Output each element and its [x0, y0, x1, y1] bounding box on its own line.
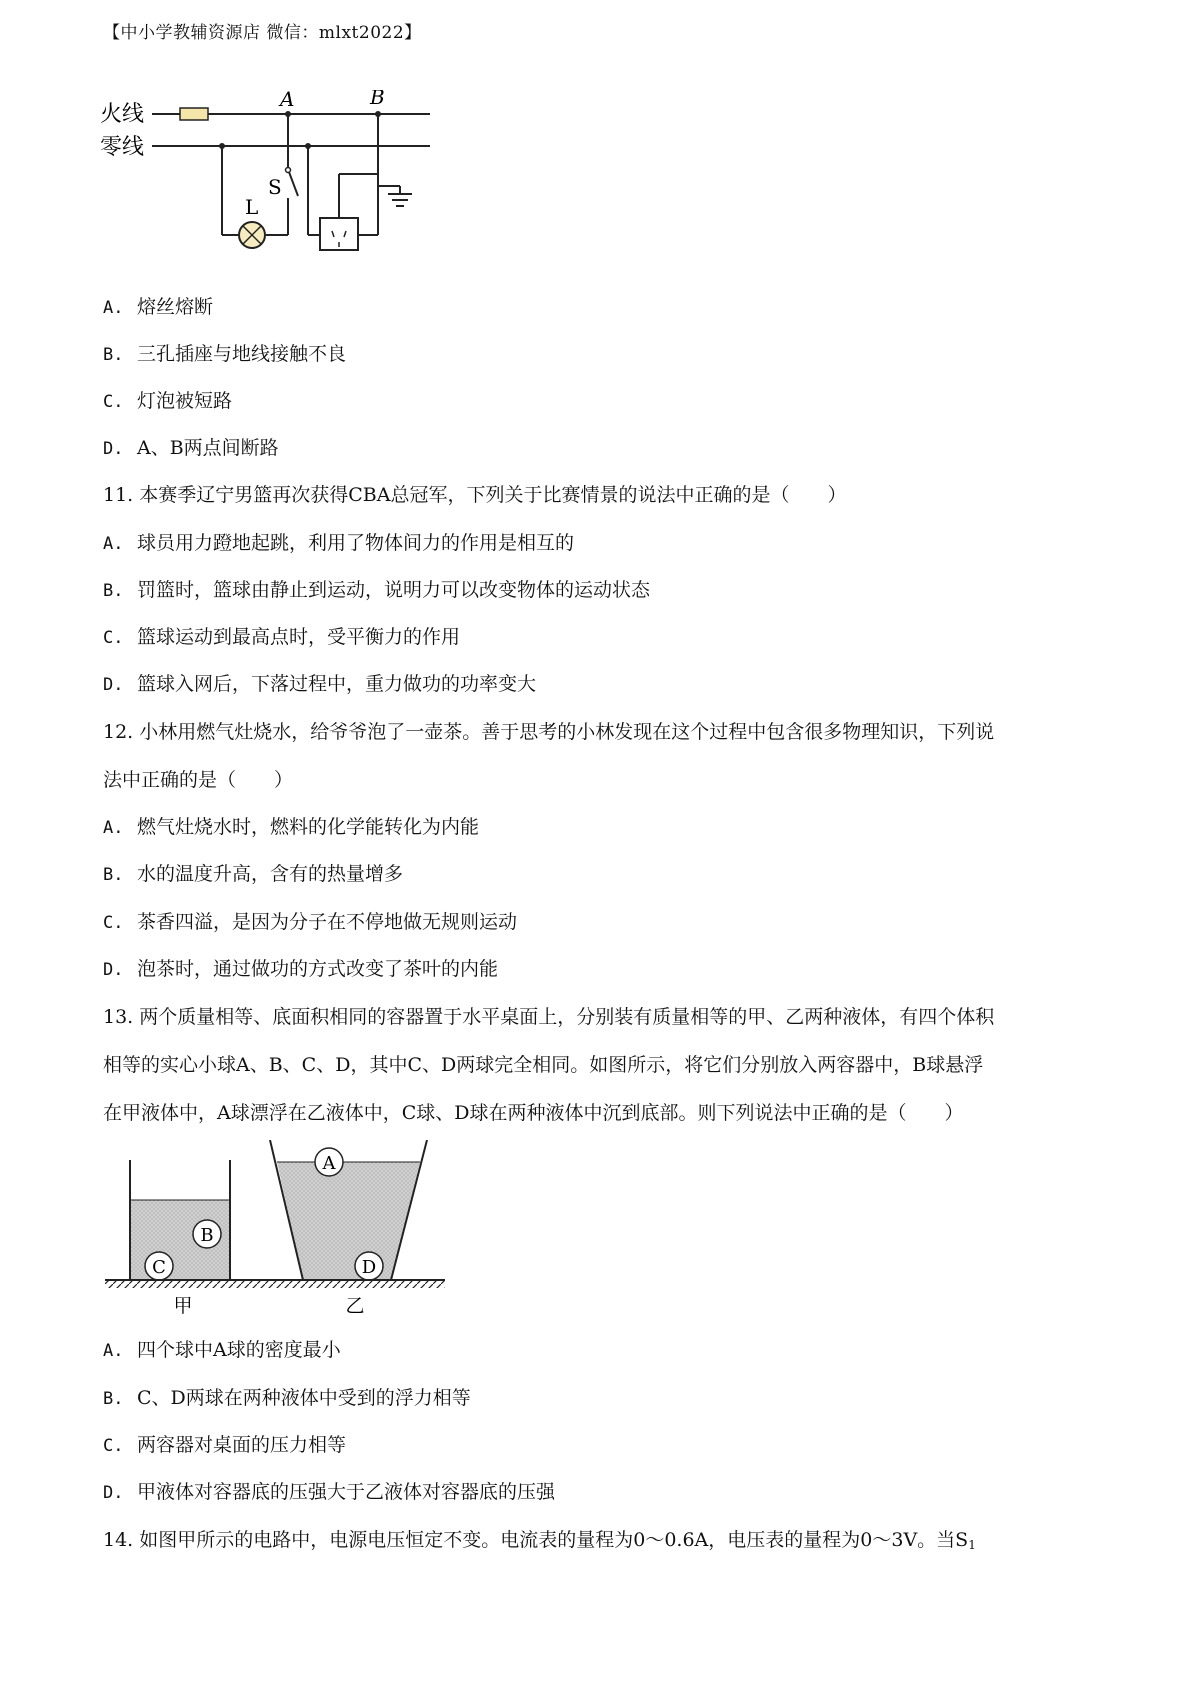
switch-label: S — [268, 175, 282, 199]
label-jia: 甲 — [173, 1295, 193, 1317]
q13-stem-line-1: 13. 两个质量相等、底面积相同的容器置于水平桌面上，分别装有质量相等的甲、乙两种液体，有四个体积 — [103, 1006, 995, 1028]
q13-option-a: A. 四个球中A球的密度最小 — [103, 1339, 341, 1361]
q13-stem-line-2: 相等的实心小球A、B、C、D，其中C、D两球完全相同。如图所示，将它们分别放入两容器中，B球悬浮 — [103, 1054, 984, 1076]
q11-option-d: D. 篮球入网后，下落过程中，重力做功的功率变大 — [103, 673, 537, 695]
q12-stem-line-2: 法中正确的是（ ） — [103, 769, 294, 791]
containers-figure — [105, 1140, 450, 1320]
q13-option-c: C. 两容器对桌面的压力相等 — [103, 1434, 347, 1456]
q10-option-c: C. 灯泡被短路 — [103, 390, 233, 412]
q14-stem: 14. 如图甲所示的电路中，电源电压恒定不变。电流表的量程为0～0.6A，电压表的量程为0～3V。当$S_1$ — [103, 1529, 976, 1552]
lamp-label: L — [245, 195, 259, 219]
svg-text:A: A — [322, 1153, 336, 1174]
svg-text:B: B — [200, 1225, 214, 1246]
q13-stem-line-3: 在甲液体中，A球漂浮在乙液体中，C球、D球在两种液体中沉到底部。则下列说法中正确的是（ ） — [103, 1102, 964, 1124]
q11-option-a: A. 球员用力蹬地起跳，利用了物体间力的作用是相互的 — [103, 532, 575, 554]
ground-icon — [378, 186, 412, 206]
neutral-wire-label: 零线 — [100, 135, 145, 160]
q13-option-b: B. C、D两球在两种液体中受到的浮力相等 — [103, 1387, 471, 1409]
three-hole-socket-icon — [320, 218, 358, 250]
label-yi: 乙 — [345, 1295, 365, 1317]
q13-option-d: D. 甲液体对容器底的压强大于乙液体对容器底的压强 — [103, 1481, 556, 1503]
svg-text:C: C — [152, 1257, 166, 1278]
q12-option-a: A. 燃气灶烧水时，燃料的化学能转化为内能 — [103, 816, 480, 838]
household-circuit-diagram — [100, 90, 480, 280]
q12-option-d: D. 泡茶时，通过做功的方式改变了茶叶的内能 — [103, 958, 499, 980]
q11-option-b: B. 罚篮时，篮球由静止到运动，说明力可以改变物体的运动状态 — [103, 579, 651, 601]
live-wire-label: 火线 — [100, 102, 145, 127]
point-b-label: B — [370, 90, 385, 109]
container-yi — [270, 1140, 427, 1280]
ball-c — [145, 1252, 173, 1280]
q12-option-c: C. 茶香四溢，是因为分子在不停地做无规则运动 — [103, 911, 518, 933]
q10-option-d: D. A、B两点间断路 — [103, 437, 279, 459]
lamp-icon — [239, 222, 265, 248]
svg-text:D: D — [361, 1257, 377, 1278]
q11-stem: 11. 本赛季辽宁男篮再次获得CBA总冠军，下列关于比赛情景的说法中正确的是（ ） — [103, 484, 847, 506]
point-a-label: A — [280, 90, 295, 111]
ball-b — [193, 1220, 221, 1248]
q10-option-a: A. 熔丝熔断 — [103, 296, 214, 318]
ball-d — [355, 1252, 383, 1280]
q12-option-b: B. 水的温度升高，含有的热量增多 — [103, 863, 404, 885]
q12-stem-line-1: 12. 小林用燃气灶烧水，给爷爷泡了一壶茶。善于思考的小林发现在这个过程中包含很多物理知识，下列说 — [103, 721, 995, 743]
switch-icon — [286, 114, 299, 196]
ball-a — [315, 1148, 343, 1176]
q11-option-c: C. 篮球运动到最高点时，受平衡力的作用 — [103, 626, 461, 648]
page-header-watermark: 【中小学教辅资源店 微信：mlxt2022】 — [103, 23, 422, 43]
fuse-icon — [180, 108, 208, 120]
q10-option-b: B. 三孔插座与地线接触不良 — [103, 343, 347, 365]
